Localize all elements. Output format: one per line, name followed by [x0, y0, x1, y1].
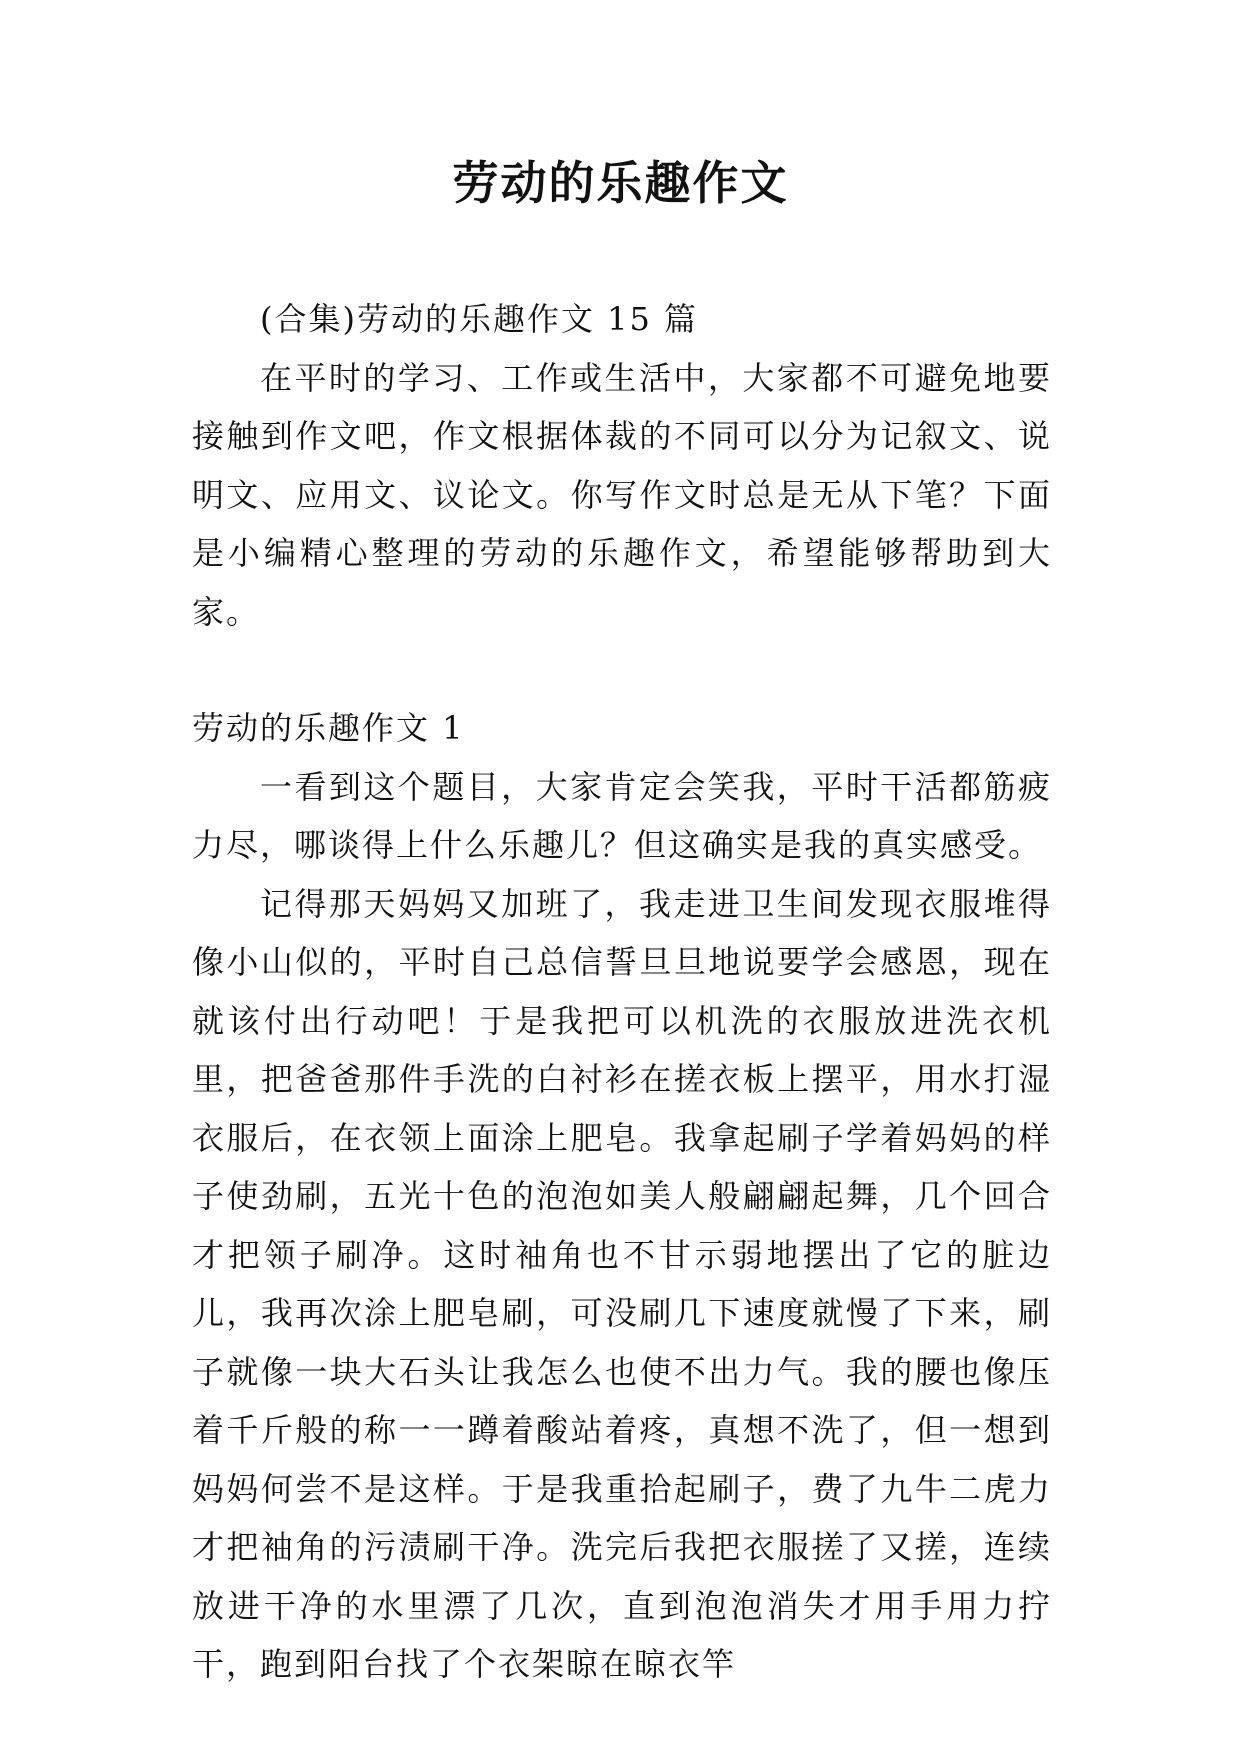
essay-paragraph-1: 一看到这个题目，大家肯定会笑我，平时干活都筋疲力尽，哪谈得上什么乐趣儿？但这确实是我的真实感受。 [192, 767, 1052, 864]
document-body [192, 290, 1052, 1694]
document-title: 劳动的乐趣作文 [452, 156, 789, 210]
essay-paragraph-2: 记得那天妈妈又加班了，我走进卫生间发现衣服堆得像小山似的，平时自己总信誓旦旦地说要学会感恩，现在就该付出行动吧！于是我把可以机洗的衣服放进洗衣机里，把爸爸那件手洗的白衬衫在搓衣板上摆平，用水打湿衣服后，在衣领上面涂上肥皂。我拿起刷子学着妈妈的样子使劲刷，五光十色的泡泡如美人般翩翩起舞，几个回合才把领子刷净。这时袖角也不甘示弱地摆出了它的脏边儿，我再次涂上肥皂刷，可没刷几下速度就慢了下来，刷子就像一块大石头让我怎么也使不出力气。我的腰也像压着千斤般的称一一蹲着酸站着疼，真想不洗了，但一想到妈妈何尝不是这样。于是我重拾起刷子，费了九牛二虎力才把袖角的污渍刷干净。洗完后我把衣服搓了又搓，连续放进干净的水里漂了几次，直到泡泡消失才用手用力拧干，跑到阳台找了个衣架晾在晾衣竿 [192, 884, 1052, 1683]
intro-paragraph: 在平时的学习、工作或生活中，大家都不可避免地要接触到作文吧，作文根据体裁的不同可以分为记叙文、说明文、应用文、议论文。你写作文时总是无从下笔？下面是小编精心整理的劳动的乐趣作文，希望能够帮助到大家。 [192, 358, 1052, 631]
section-heading: 劳动的乐趣作文 1 [192, 709, 465, 747]
section-spacer [192, 641, 1052, 699]
collection-subtitle: (合集)劳动的乐趣作文 15 篇 [260, 300, 699, 338]
